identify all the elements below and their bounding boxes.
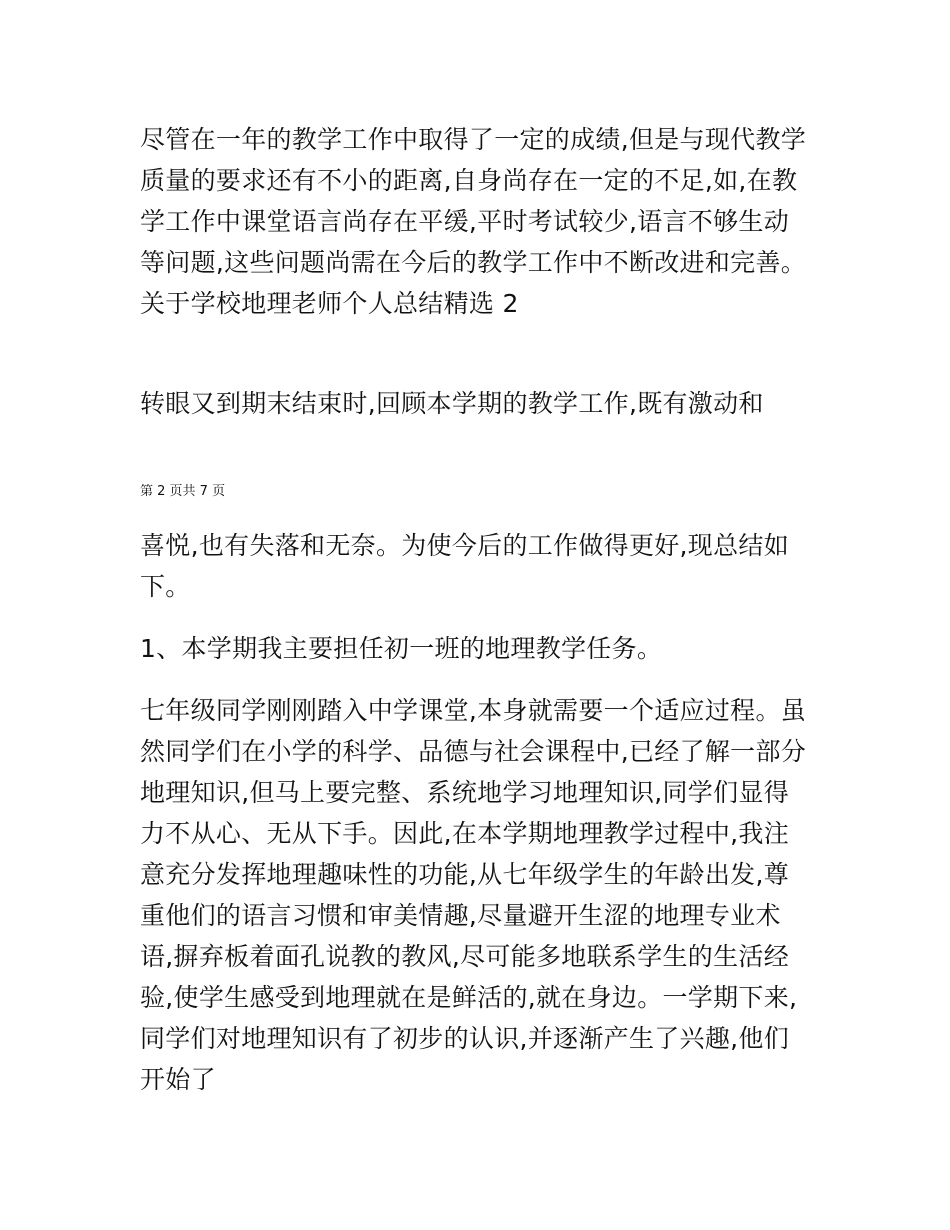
paragraph-item-1: 1、本学期我主要担任初一班的地理教学任务。 [140, 634, 663, 663]
paragraph-grade-seven: 七年级同学刚刚踏入中学课堂,本身就需要一个适应过程。虽然同学们在小学的科学、品德与社会课程中,已经了解一部分地理知识,但马上要完整、系统地学习地理知识,同学们显得力不从心、无从下手。因此,在本学期地理教学过程中,我注意充分发挥地理趣味性的功能,从七年级学生的年龄出发,尊重他们的语言习惯和审美情趣,尽量避开生涩的地理专业术语,摒弃板着面孔说教的教风,尽可能多地联系学生的生活经验,使学生感受到地理就在是鲜活的,就在身边。一学期下来,同学们对地理知识有了初步的认识,并逐渐产生了兴趣,他们开始了 [140, 696, 807, 1094]
paragraph-summary-conclusion: 尽管在一年的教学工作中取得了一定的成绩,但是与现代教学质量的要求还有不小的距离,自身尚存在一定的不足,如,在教学工作中课堂语言尚存在平缓,平时考试较少,语言不够生动等问题,这些问题尚需在今后的教学工作中不断改进和完善。 关于学校地理老师个人总结精选 2 [140, 125, 807, 318]
page-number-footer: 第 2 页共 7 页 [140, 484, 226, 499]
paragraph-continuation: 喜悦,也有失落和无奈。为使今后的工作做得更好,现总结如下。 [140, 531, 789, 601]
paragraph-opening: 转眼又到期末结束时,回顾本学期的教学工作,既有激动和 [140, 389, 764, 418]
